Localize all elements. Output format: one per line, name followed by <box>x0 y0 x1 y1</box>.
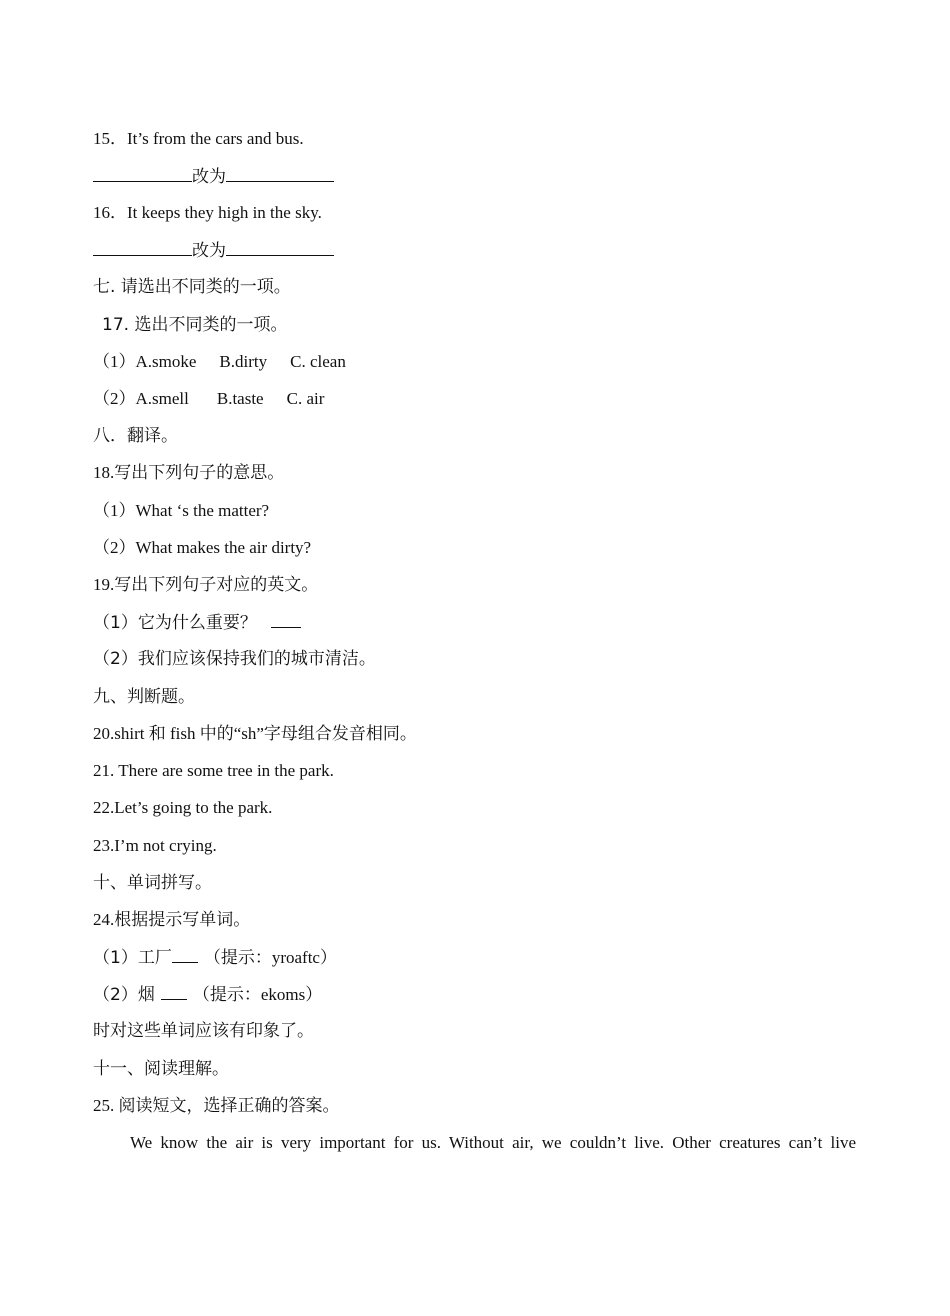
answer-blank[interactable] <box>161 983 187 1000</box>
question-19: 19.写出下列句子对应的英文。 <box>93 575 319 594</box>
option-b: B.taste <box>216 389 264 408</box>
option-c: C. clean <box>290 352 346 371</box>
question-17-item-2: （2）A.smell B.taste C. air <box>93 389 325 408</box>
question-16: 16．It keeps they high in the sky. <box>93 203 322 222</box>
change-to-label: 改为 <box>192 241 226 261</box>
answer-blank[interactable] <box>271 611 301 628</box>
change-to-label: 改为 <box>192 167 226 187</box>
section-9-heading: 九、判断题。 <box>93 687 195 707</box>
question-19-item-2: （2）我们应该保持我们的城市清洁。 <box>93 649 376 669</box>
answer-blank[interactable] <box>172 946 198 963</box>
question-18-item-1: （1）What ‘s the matter? <box>93 501 270 520</box>
blank-corrected[interactable] <box>226 165 334 182</box>
option-b: B.dirty <box>219 352 268 371</box>
section-10-heading: 十、单词拼写。 <box>93 873 212 893</box>
option-a: A.smell <box>135 389 189 408</box>
section-8-heading: 八．翻译。 <box>93 426 178 446</box>
option-c: C. air <box>286 389 325 408</box>
question-22: 22.Let’s going to the park. <box>93 798 273 817</box>
question-16-answer-line <box>93 239 334 262</box>
blank-original[interactable] <box>93 239 192 256</box>
question-21: 21. There are some tree in the park. <box>93 761 334 780</box>
question-18: 18.写出下列句子的意思。 <box>93 463 285 482</box>
question-15: 15．It’s from the cars and bus. <box>93 129 304 148</box>
question-17-item-1: （1）A.smoke B.dirty C. clean <box>93 352 346 371</box>
blank-original[interactable] <box>93 165 192 182</box>
hint: （提示：yroaftc） <box>203 948 337 967</box>
question-20: 20.shirt 和 fish 中的“sh”字母组合发音相同。 <box>93 724 417 743</box>
question-24: 24.根据提示写单词。 <box>93 910 251 929</box>
question-24-item-2: （2）烟 （提示：ekoms） <box>93 985 323 1005</box>
question-19-item-1: （1）它为什么重要？ <box>93 611 301 634</box>
question-23: 23.I’m not crying. <box>93 836 217 855</box>
question-25: 25. 阅读短文，选择正确的答案。 <box>93 1096 340 1115</box>
question-24-item-1: （1）工厂 （提示：yroaftc） <box>93 948 337 968</box>
question-15-answer-line <box>93 165 334 188</box>
reading-passage: We know the air is very important for us. Without air, we couldn’t live. Other creatures can’t live <box>130 1133 856 1152</box>
section-11-heading: 十一、阅读理解。 <box>93 1059 229 1079</box>
question-18-item-2: （2）What makes the air dirty? <box>93 538 312 557</box>
option-a: A.smoke <box>135 352 197 371</box>
stray-note: 时对这些单词应该有印象了。 <box>93 1021 314 1041</box>
question-17: 17. 选出不同类的一项。 <box>102 315 288 335</box>
section-7-heading: 七. 请选出不同类的一项。 <box>93 277 291 297</box>
blank-corrected[interactable] <box>226 239 334 256</box>
hint: （提示：ekoms） <box>192 985 323 1004</box>
